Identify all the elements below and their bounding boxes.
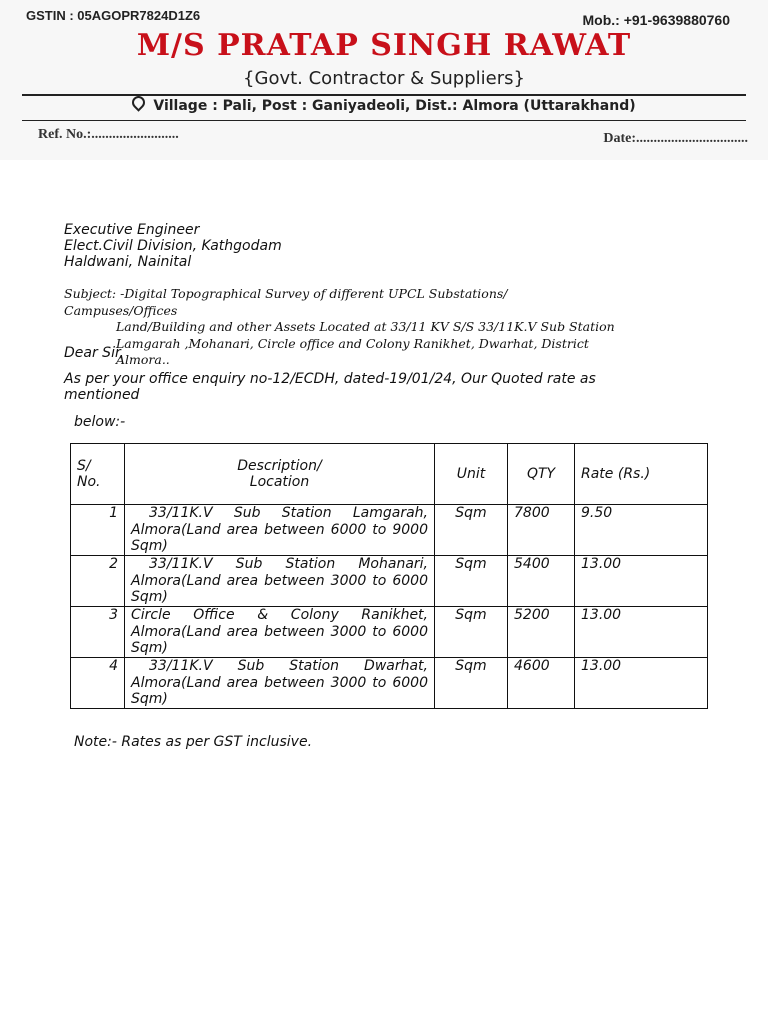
header-sno bbox=[71, 444, 125, 505]
gstin: GSTIN : 05AGOPR7824D1Z6 bbox=[26, 8, 201, 23]
cell-sno: 1 bbox=[71, 505, 125, 556]
below-label: below:- bbox=[74, 414, 126, 430]
cell-rate: 9.50 bbox=[575, 505, 708, 556]
desc-first: 33/11K.V Sub Station Dwarhat, bbox=[149, 658, 428, 674]
desc-first: Circle Office & Colony Ranikhet, bbox=[131, 607, 428, 623]
header-description bbox=[125, 444, 435, 505]
cell-sno: 3 bbox=[71, 607, 125, 658]
subject-line: Subject: -Digital Topographical Survey of different UPCL Substations/ Campuses/Offices bbox=[64, 286, 508, 318]
cell-rate: 13.00 bbox=[575, 658, 708, 709]
header-sno-line: No. bbox=[77, 474, 101, 490]
cell-rate: 13.00 bbox=[575, 607, 708, 658]
cell-unit: Sqm bbox=[435, 505, 508, 556]
subject-line: Lamgarah ,Mohanari, Circle office and Colony Ranikhet, Dwarhat, District Almora.. bbox=[116, 335, 589, 367]
table-row bbox=[71, 607, 708, 658]
letterhead-divider-top bbox=[22, 94, 746, 96]
header-qty: QTY bbox=[508, 444, 575, 505]
cell-unit: Sqm bbox=[435, 607, 508, 658]
cell-description bbox=[125, 607, 435, 658]
addressee-block bbox=[64, 222, 282, 270]
cell-sno: 2 bbox=[71, 556, 125, 607]
header-desc-line: Location bbox=[249, 474, 310, 490]
date-field: Date:................................ bbox=[603, 131, 748, 146]
letterhead bbox=[0, 0, 768, 160]
rate-table bbox=[70, 443, 708, 709]
cell-qty: 4600 bbox=[508, 658, 575, 709]
subject-line: Land/Building and other Assets Located at 33/11 KV S/S 33/11K.V Sub Station bbox=[116, 319, 615, 334]
firm-tagline: {Govt. Contractor & Suppliers} bbox=[243, 68, 525, 89]
cell-unit: Sqm bbox=[435, 658, 508, 709]
table-row bbox=[71, 556, 708, 607]
cell-description bbox=[125, 505, 435, 556]
table-header-row bbox=[71, 444, 708, 505]
header-sno-line: S/ bbox=[77, 458, 91, 474]
header-unit: Unit bbox=[435, 444, 508, 505]
desc-rest: Almora(Land area between 3000 to 6000 Sqm) bbox=[131, 572, 428, 605]
cell-qty: 7800 bbox=[508, 505, 575, 556]
cell-qty: 5400 bbox=[508, 556, 575, 607]
letterhead-divider-bottom bbox=[22, 120, 746, 121]
cell-description bbox=[125, 556, 435, 607]
table-row bbox=[71, 658, 708, 709]
desc-first: 33/11K.V Sub Station Mohanari, bbox=[149, 556, 428, 572]
table-row bbox=[71, 505, 708, 556]
addressee-line: Elect.Civil Division, Kathgodam bbox=[64, 238, 282, 254]
desc-rest: Almora(Land area between 3000 to 6000 Sqm) bbox=[131, 623, 428, 656]
cell-sno: 4 bbox=[71, 658, 125, 709]
firm-name: M/S PRATAP SINGH RAWAT bbox=[136, 28, 632, 63]
address-text: Village : Pali, Post : Ganiyadeoli, Dist.: Almora (Uttarakhand) bbox=[153, 98, 636, 114]
salutation: Dear Sir, bbox=[64, 345, 124, 361]
cell-description bbox=[125, 658, 435, 709]
header-desc-line: Description/ bbox=[237, 458, 322, 474]
desc-first: 33/11K.V Sub Station Lamgarah, bbox=[149, 505, 428, 521]
addressee-line: Executive Engineer bbox=[64, 222, 200, 238]
cell-qty: 5200 bbox=[508, 607, 575, 658]
ref-number: Ref. No.:......................... bbox=[38, 127, 179, 142]
location-pin-icon bbox=[130, 93, 148, 111]
mobile-number: Mob.: +91-9639880760 bbox=[582, 12, 730, 28]
cell-rate: 13.00 bbox=[575, 556, 708, 607]
desc-rest: Almora(Land area between 3000 to 6000 Sqm) bbox=[131, 674, 428, 707]
cell-unit: Sqm bbox=[435, 556, 508, 607]
firm-address bbox=[0, 97, 768, 114]
intro-paragraph: As per your office enquiry no-12/ECDH, dated-19/01/24, Our Quoted rate as mentioned bbox=[64, 371, 596, 403]
gst-note: Note:- Rates as per GST inclusive. bbox=[74, 734, 313, 750]
header-rate: Rate (Rs.) bbox=[575, 444, 708, 505]
subject-block bbox=[64, 286, 624, 369]
desc-rest: Almora(Land area between 6000 to 9000 Sqm) bbox=[131, 521, 428, 554]
addressee-line: Haldwani, Nainital bbox=[64, 254, 192, 270]
